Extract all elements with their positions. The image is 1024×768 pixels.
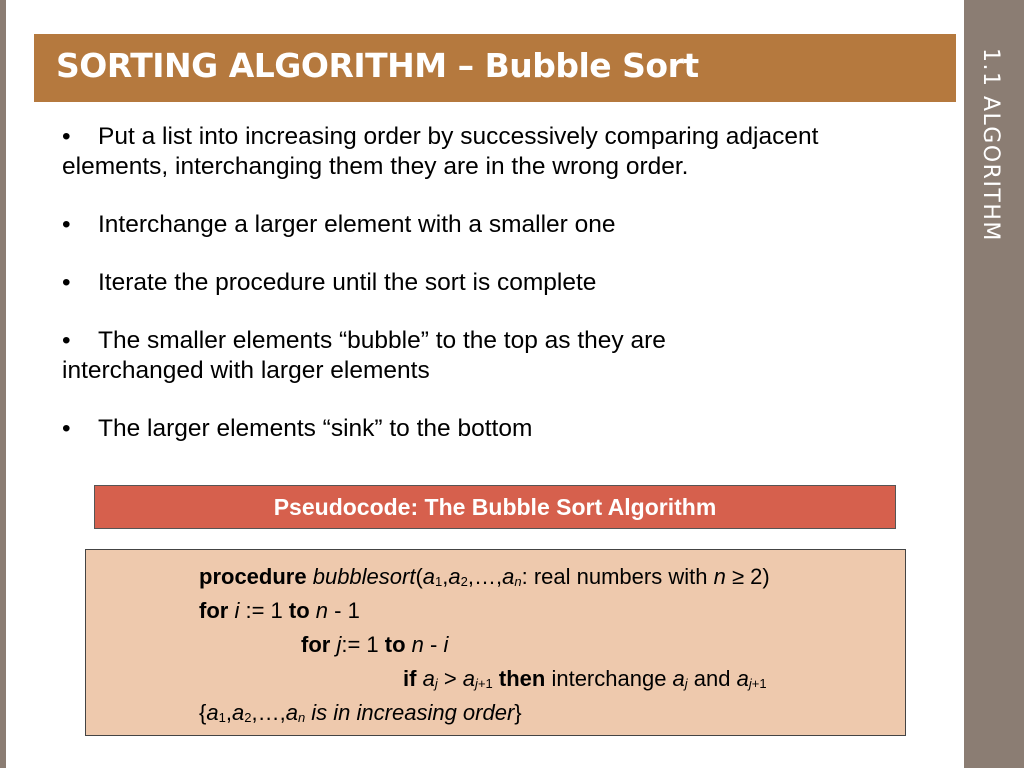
pseudocode-line	[301, 631, 448, 659]
code-token: a	[206, 700, 219, 725]
keyword-for: for	[199, 598, 229, 623]
code-token: a	[231, 700, 245, 725]
code-subscript: j	[434, 676, 438, 691]
code-token: n	[411, 632, 424, 657]
section-label: 1.1 ALGORITHM	[978, 48, 1003, 242]
code-token: : real numbers with	[521, 564, 714, 589]
code-token: ,…,	[251, 700, 286, 725]
keyword-to: to	[384, 632, 406, 657]
pseudocode-line	[199, 597, 360, 625]
bullet-text: Iterate the procedure until the sort is complete	[98, 269, 597, 296]
keyword-to: to	[288, 598, 310, 623]
code-subscript: j	[748, 676, 752, 691]
code-subscript: 1	[218, 710, 226, 725]
bullet-item	[62, 122, 952, 182]
bullet-text: The larger elements “sink” to the bottom	[98, 415, 533, 442]
code-token: (	[415, 564, 423, 589]
code-token: a	[736, 666, 749, 691]
code-token: ≥ 2)	[725, 564, 770, 589]
bullet-dot: •	[62, 415, 71, 442]
code-subscript: n	[297, 710, 306, 725]
pseudocode-header	[94, 485, 896, 529]
bullet-item	[62, 414, 952, 444]
code-token: a	[672, 666, 685, 691]
pseudocode-line	[403, 665, 767, 698]
code-token: a	[422, 666, 435, 691]
code-token: - 1	[328, 598, 360, 623]
bullet-text-continued: interchanged with larger elements	[62, 357, 430, 384]
code-token: j	[336, 632, 342, 657]
code-token: -	[423, 632, 444, 657]
code-token: i	[234, 598, 240, 623]
bullet-dot: •	[62, 327, 71, 354]
pseudocode-header-text: Pseudocode: The Bubble Sort Algorithm	[273, 494, 717, 520]
left-accent-bar	[0, 0, 6, 768]
code-token: a	[448, 564, 461, 589]
code-token: ,	[225, 700, 232, 725]
code-token: a	[462, 666, 476, 691]
code-token: n	[315, 598, 329, 623]
code-subscript: +1	[477, 676, 493, 691]
pseudocode-box	[85, 549, 906, 736]
bullet-text: The smaller elements “bubble” to the top as they are	[98, 327, 666, 354]
code-subscript: +1	[751, 676, 767, 691]
bullet-dot: •	[62, 269, 71, 296]
code-token: interchange	[545, 666, 673, 691]
bullet-text: Put a list into increasing order by successively comparing adjacent	[98, 123, 819, 150]
code-token: i	[443, 632, 449, 657]
procedure-name: bubblesort	[312, 564, 416, 589]
keyword-then: then	[498, 666, 546, 691]
code-token: ,	[442, 564, 449, 589]
pseudocode-line	[199, 563, 770, 596]
code-subscript: j	[684, 676, 688, 691]
code-subscript: 2	[460, 574, 468, 589]
keyword-if: if	[403, 666, 417, 691]
bullet-dot: •	[62, 123, 71, 150]
code-token: is in increasing order	[305, 700, 515, 725]
code-token: a	[422, 564, 436, 589]
code-token: n	[713, 564, 726, 589]
code-token: a	[285, 700, 298, 725]
code-token: ,…,	[467, 564, 503, 589]
code-token: {	[199, 700, 207, 725]
title-bar	[34, 34, 956, 102]
code-token: and	[687, 666, 737, 691]
code-token: >	[437, 666, 463, 691]
code-subscript: 1	[435, 574, 443, 589]
bullet-text: Interchange a larger element with a smaller one	[98, 211, 616, 238]
code-subscript: 2	[244, 710, 252, 725]
code-token: a	[502, 564, 515, 589]
bullet-item	[62, 210, 952, 240]
code-subscript: j	[475, 676, 478, 691]
slide-title: SORTING ALGORITHM – Bubble Sort	[56, 46, 699, 85]
bullet-text-continued: elements, interchanging them they are in the wrong order.	[62, 153, 689, 180]
bullet-dot: •	[62, 211, 71, 238]
keyword-procedure: procedure	[199, 564, 307, 589]
keyword-for: for	[301, 632, 331, 657]
pseudocode-line	[199, 699, 522, 732]
bullet-item	[62, 268, 952, 298]
code-token: }	[514, 700, 522, 725]
code-subscript: n	[514, 574, 522, 589]
code-token: := 1	[239, 598, 289, 623]
bullet-item	[62, 326, 952, 386]
code-token: := 1	[341, 632, 385, 657]
